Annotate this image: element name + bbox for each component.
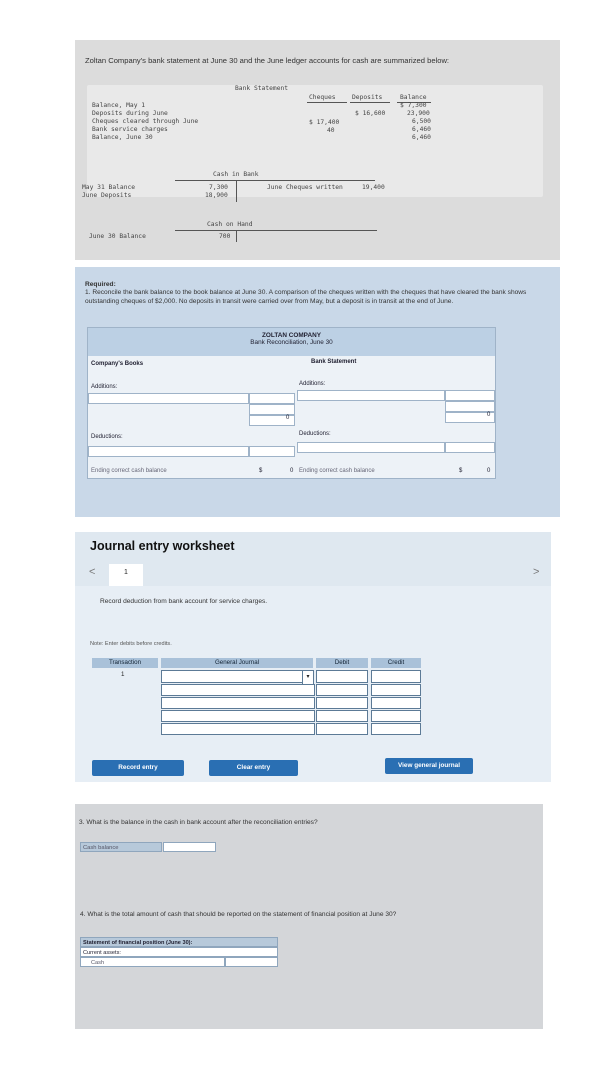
left-ending-label: Ending correct cash balance (91, 468, 167, 474)
credit-header: Credit (371, 658, 421, 668)
left-addition-description[interactable] (88, 393, 249, 404)
cash-balance-label: Cash balance (80, 842, 162, 852)
credit-input[interactable] (371, 684, 421, 696)
question-3: 3. What is the balance in the cash in bank account after the reconciliation entries? (79, 819, 318, 826)
right-additions-total: 0 (487, 412, 491, 418)
t-account-rule (175, 230, 377, 231)
deposit-value: $ 16,600 (355, 110, 386, 117)
may-balance-label: May 31 Balance (82, 184, 136, 191)
cash-balance-input[interactable] (163, 842, 216, 852)
col-deposits: Deposits (352, 94, 383, 101)
journal-worksheet-panel (75, 532, 551, 782)
left-addition-amount[interactable] (249, 393, 295, 404)
reconciliation-table (87, 327, 496, 479)
chevron-down-icon[interactable]: ▾ (302, 670, 314, 685)
credit-input[interactable] (371, 710, 421, 722)
reconciliation-panel (75, 267, 560, 517)
bank-statement-header: Bank Statement (311, 359, 357, 365)
right-ending-label: Ending correct cash balance (299, 468, 375, 474)
right-deduction-description[interactable] (297, 442, 445, 453)
cash-label: Cash (80, 957, 225, 967)
left-additions-label: Additions: (91, 384, 118, 390)
reconciliation-subtitle: Bank Reconciliation, June 30 (250, 339, 333, 346)
row-label: Deposits during June (92, 110, 168, 117)
balance-value: 23,900 (407, 110, 430, 117)
row-label: Balance, May 1 (92, 102, 146, 109)
current-assets-label: Current assets: (80, 947, 278, 957)
june-deposits-value: 18,900 (205, 192, 228, 199)
questions-panel (75, 804, 543, 1029)
balance-value: $ 7,300 (400, 102, 427, 109)
june-deposits-label: June Deposits (82, 192, 132, 199)
debit-header: Debit (316, 658, 368, 668)
prev-arrow-icon[interactable]: < (89, 566, 96, 578)
right-total-value: 0 (487, 468, 491, 474)
debit-credit-note: Note: Enter debits before credits. (90, 641, 172, 647)
debit-input[interactable] (316, 697, 368, 709)
credit-input[interactable] (371, 697, 421, 709)
balance-value: 6,500 (412, 118, 431, 125)
col-cheques: Cheques (309, 94, 336, 101)
right-additions-label: Additions: (299, 381, 326, 387)
credit-input[interactable] (371, 723, 421, 735)
cash-amount-input[interactable] (225, 957, 278, 967)
row-label: Bank service charges (92, 126, 168, 133)
credit-input[interactable] (371, 670, 421, 683)
general-journal-header: General Journal (161, 658, 313, 668)
left-total-value: 0 (290, 468, 294, 474)
may-balance-value: 7,300 (209, 184, 228, 191)
col-balance: Balance (400, 94, 427, 101)
right-dollar: $ (459, 468, 463, 474)
t-account-divider (236, 180, 237, 202)
june-cheques-value: 19,400 (362, 184, 385, 191)
company-books-header: Company's Books (91, 361, 144, 367)
view-general-journal-button[interactable]: View general journal (385, 758, 473, 774)
next-arrow-icon[interactable]: > (533, 566, 540, 578)
clear-entry-button[interactable]: Clear entry (209, 760, 298, 776)
t-account-rule (175, 180, 375, 181)
debit-input[interactable] (316, 684, 368, 696)
service-charge-value: 40 (327, 127, 335, 134)
transaction-header: Transaction (92, 658, 158, 668)
right-addition-description[interactable] (297, 390, 445, 401)
debit-input[interactable] (316, 670, 368, 683)
june-cheques-label: June Cheques written (267, 184, 343, 191)
debit-input[interactable] (316, 710, 368, 722)
transaction-number: 1 (121, 671, 125, 678)
journal-account-select[interactable] (161, 723, 315, 735)
left-deduction-amount[interactable] (249, 446, 295, 457)
cheques-value: $ 17,400 (309, 119, 340, 126)
bank-statement-title: Bank Statement (235, 85, 289, 92)
worksheet-title: Journal entry worksheet (90, 539, 235, 553)
page-tab-1[interactable] (109, 564, 143, 586)
left-deduction-description[interactable] (88, 446, 249, 457)
cash-on-hand-value: 700 (219, 233, 231, 240)
bank-data-panel (75, 40, 560, 260)
rule (350, 102, 390, 103)
right-addition-amount[interactable] (445, 390, 495, 401)
reconciliation-header (88, 328, 495, 356)
rule (307, 102, 347, 103)
journal-account-select[interactable] (161, 684, 315, 696)
required-block (85, 281, 557, 306)
bank-statement-box (82, 85, 543, 199)
required-title: Required: (85, 281, 116, 288)
june-30-balance-label: June 30 Balance (89, 233, 146, 240)
t-account-divider (236, 230, 237, 242)
page-number: 1 (124, 569, 128, 576)
journal-account-select[interactable] (161, 697, 315, 709)
right-deductions-label: Deductions: (299, 431, 331, 437)
left-dollar: $ (259, 468, 263, 474)
left-subtotal-value: 0 (286, 415, 290, 421)
record-entry-button[interactable]: Record entry (92, 760, 184, 776)
row-label: Cheques cleared through June (92, 118, 199, 125)
question-4: 4. What is the total amount of cash that should be reported on the statement of financial position at June 30? (80, 911, 397, 918)
cash-on-hand-title: Cash on Hand (207, 221, 253, 228)
journal-account-select[interactable] (161, 670, 303, 683)
debit-input[interactable] (316, 723, 368, 735)
row-label: Balance, June 30 (92, 134, 153, 141)
intro-text: Zoltan Company's bank statement at June 30 and the June ledger accounts for cash are summarized below: (85, 56, 450, 65)
right-addition-amount-2[interactable] (445, 401, 495, 412)
left-addition-amount-2[interactable] (249, 404, 295, 415)
journal-account-select[interactable] (161, 710, 315, 722)
worksheet-instruction: Record deduction from bank account for service charges. (100, 598, 268, 605)
right-deduction-amount[interactable] (445, 442, 495, 453)
cash-in-bank-title: Cash in Bank (213, 171, 259, 178)
balance-value: 6,460 (412, 134, 431, 141)
company-name: ZOLTAN COMPANY (262, 332, 321, 339)
left-deductions-label: Deductions: (91, 434, 123, 440)
balance-value: 6,460 (412, 126, 431, 133)
required-text: 1. Reconcile the bank balance to the book balance at June 30. A comparison of the cheques written with the cheques that have cleared the bank shows outstanding cheques of $2,000. No deposits in transit were carried over from May, but a deposit is in transit at the end of June. (85, 289, 527, 305)
sofp-title: Statement of financial position (June 30): (80, 937, 278, 947)
